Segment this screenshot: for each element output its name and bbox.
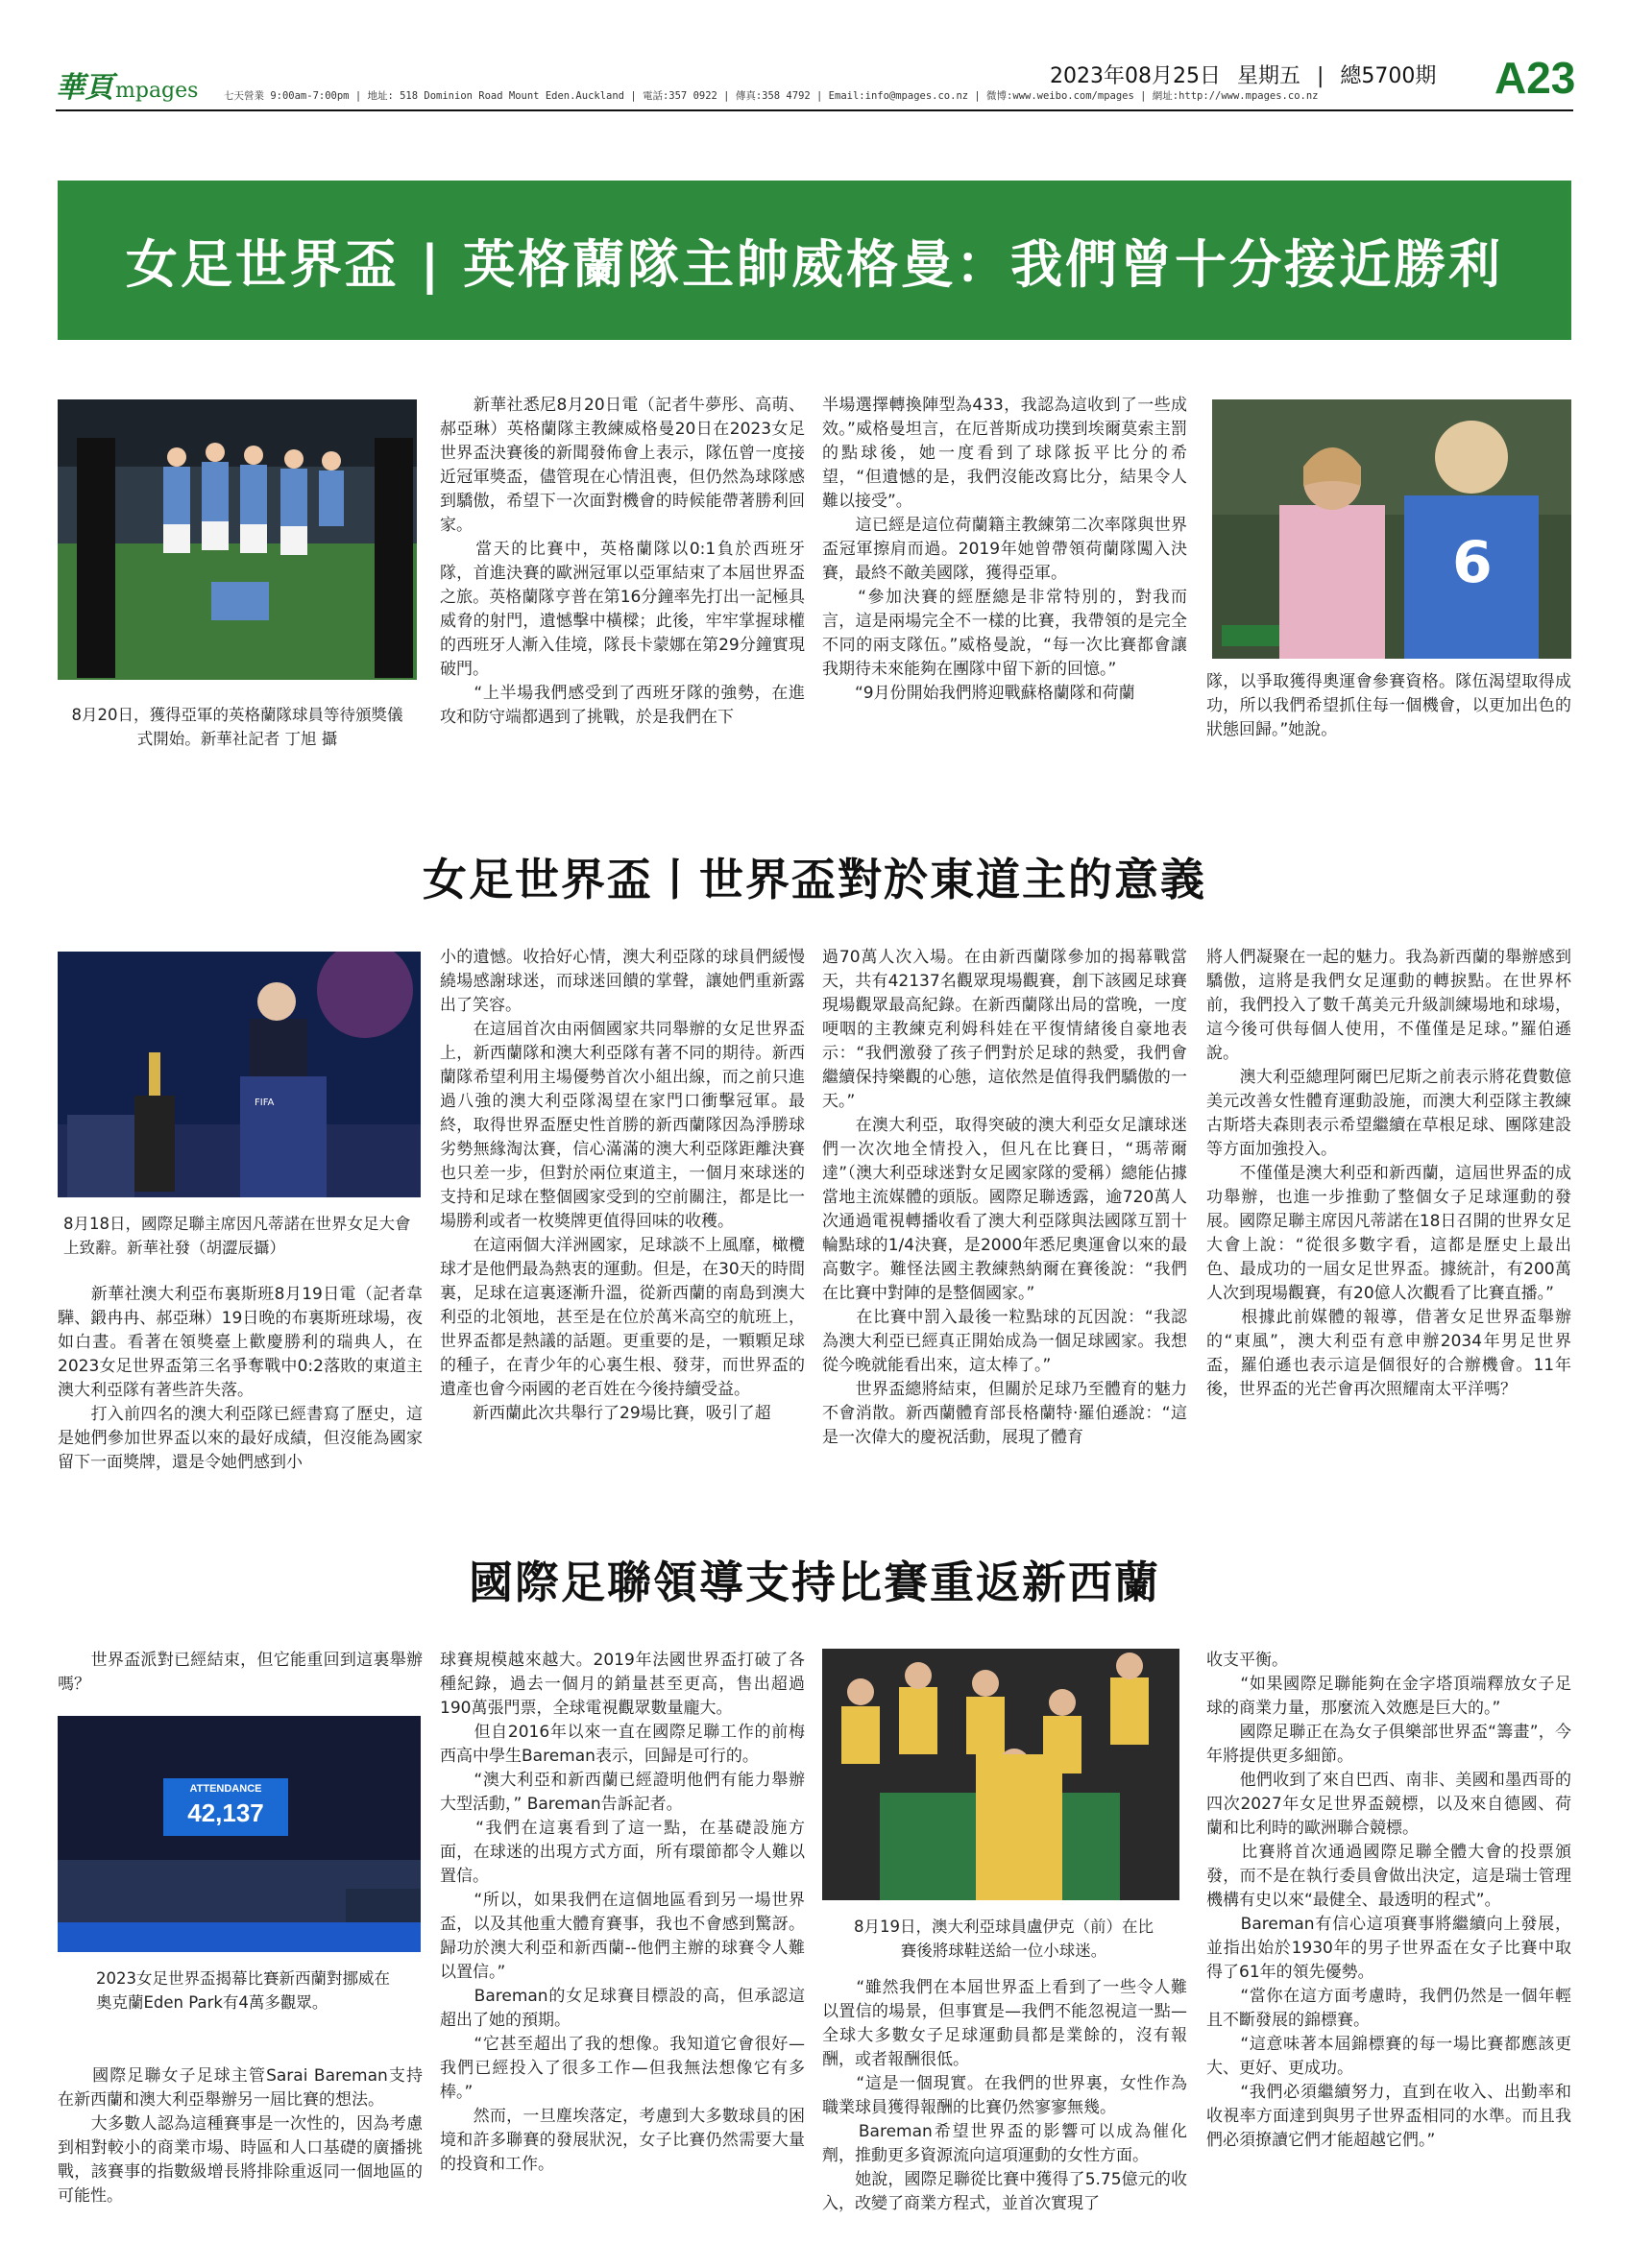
page-number: A23 [1494, 53, 1576, 103]
photo-infantino [58, 952, 421, 1197]
article3-col4: 收支平衡。 “如果國際足聯能夠在金字塔頂端釋放女子足球的商業力量，那麼流入效應是巨大的。” 國際足聯正在為女子俱樂部世界盃“籌畫”，今年將提供更多細節。 他們收到了來自巴西、南非、美國和墨西哥的四次2027年女足世界盃競標，以及來自德國、荷蘭和比利時的歐洲聯合競標。 比賽將首次通過國際足聯全體大會的投票頒發，而不是在執行委員會做出決定，這是瑞士管理機構有史以來“最健全、最透明的程式”。 Bareman有信心這項賽事將繼續向上發展，並指出始於1930年的男子世界盃在女子比賽中取得了61年的領先優勢。 “當你在這方面考慮時，我們仍然是一個年輕且不斷發展的錦標賽。 “這意味著本屆錦標賽的每一場比賽都應該更大、更好、更成功。 “我們必須繼續努力，直到在收入、出勤率和收視率方面達到與男子世界盃相同的水準。而且我們必須撩讀它們才能超越它們。” [1206, 1651, 1571, 2150]
article1-col1: 新華社悉尼8月20日電（記者牛夢彤、高萌、郝亞琳）英格蘭隊主教練威格曼20日在2023女足世界盃決賽後的新聞發佈會上表示，隊伍曾一度接近冠軍獎盃，儘管現在心情沮喪，但仍然為球隊感到驕傲，希望下一次面對機會的時候能帶著勝利回家。 當天的比賽中，英格蘭隊以0:1負於西班牙隊，首進決賽的歐洲冠軍以亞軍結束了本屆世界盃之旅。英格蘭隊亨普在第16分鐘率先打出一記極具威脅的射門，遺憾擊中橫樑；此後，牢牢掌握球權的西班牙人漸入佳境，隊長卡蒙娜在第29分鐘實現破門。 “上半場我們感受到了西班牙隊的強勢，在進攻和防守端都遇到了挑戰，於是我們在下 [440, 396, 805, 727]
photo-infantino-caption: 8月18日，國際足聯主席因凡蒂諾在世界女足大會上致辭。新華社發（胡澀辰攝） [63, 1215, 411, 1257]
photo-attendance-image [58, 1716, 421, 1952]
article3-headline: 國際足聯領導支持比賽重返新西蘭 [469, 1556, 1160, 1608]
svg-text:FIFA: FIFA [255, 1098, 275, 1108]
date: 2023年08月25日 [1050, 64, 1221, 88]
photo-england-caption: 8月20日，獲得亞軍的英格蘭隊球員等待頒獎儀式開始。新華社記者 丁旭 攝 [71, 706, 403, 748]
logo-cn: 華頁 [56, 71, 113, 105]
issue-number: 總5700期 [1340, 64, 1437, 88]
article3-col1: 國際足聯女子足球主管Sarai Bareman支持在新西蘭和澳大利亞舉辦另一屆比賽的想法。 大多數人認為這種賽事是一次性的，因為考慮到相對較小的商業市場、時區和人口基礎的廣播挑戰，該賽事的指數級增長將排除重返同一個地區的可能性。 [58, 2066, 423, 2206]
weekday: 星期五 [1236, 64, 1300, 88]
article1-headline: 女足世界盃 | 英格蘭隊主帥威格曼：我們曾十分接近勝利 [58, 181, 1571, 340]
photo-australia-caption: 8月19日，澳大利亞球員盧伊克（前）在比賽後將球鞋送給一位小球迷。 [854, 1918, 1154, 1960]
article2-col4: 將人們凝聚在一起的魅力。我為新西蘭的舉辦感到驕傲，這將是我們女足運動的轉捩點。在世界杯前，我們投入了數千萬美元升級訓練場地和球場，這今後可供每個人使用，不僅僅是足球。”羅伯遜說。 澳大利亞總理阿爾巴尼斯之前表示將花費數億美元改善女性體育運動設施，而澳大利亞隊主教練古斯塔夫森則表示希望繼續在草根足球、團隊建設等方面加強投入。 不僅僅是澳大利亞和新西蘭，這屆世界盃的成功舉辦，也進一步推動了整個女子足球運動的發展。國際足聯主席因凡蒂諾在18日召開的世界女足大會上說：“從很多數字看，這都是歷史上最出色、最成功的一屆女足世界盃。據統計，有200萬人次到現場觀賽，有20億人次觀看了比賽直播。” 根據此前媒體的報導，借著女足世界盃舉辦的“東風”，澳大利亞有意申辦2034年男足世界盃，羅伯遜也表示這是個很好的合辦機會。11年後，世界盃的光芒會再次照耀南太平洋嗎？ [1206, 948, 1571, 1399]
photo-australia-fans-image [822, 1649, 1179, 1900]
masthead [56, 53, 1576, 106]
separator: | [1317, 64, 1324, 88]
photo-attendance-caption: 2023女足世界盃揭幕比賽新西蘭對挪威在奧克蘭Eden Park有4萬多觀眾。 [96, 1969, 390, 2012]
article2-col3: 過70萬人次入場。在由新西蘭隊參加的揭幕戰當天，共有42137名觀眾現場觀賽，創下該國足球賽現場觀眾最高紀錄。在新西蘭隊出局的當晚，一度哽咽的主教練克利姆科娃在平復情緒後自豪地表示：“我們激發了孩子們對於足球的熱愛，我們會繼續保持樂觀的心態，這依然是值得我們驕傲的一天。” 在澳大利亞，取得突破的澳大利亞女足讓球迷們一次次地全情投入，但凡在比賽日，“瑪蒂爾達”（澳大利亞球迷對女足國家隊的愛稱）總能佔據當地主流媒體的頭版。國際足聯透露，逾720萬人次通過電視轉播收看了澳大利亞隊與法國隊互罰十輪點球的1/4決賽，是2000年悉尼奧運會以來的最高數字。難怪法國主教練熱納爾在賽後說：“我們在比賽中對陣的是整個國家。” 在比賽中罰入最後一粒點球的瓦因說：“我認為澳大利亞已經真正開始成為一個足球國家。我想從今晚就能看出來，這太棒了。” 世界盃總將結束，但關於足球乃至體育的魅力不會消散。新西蘭體育部長格蘭特·羅伯遜說：“這是一次偉大的慶祝活動，展現了體育 [822, 948, 1187, 1447]
article3-intro: 世界盃派對已經結束，但它能重回到這裏舉辦嗎？ [58, 1651, 423, 1694]
photo-england-players-image [58, 399, 417, 680]
contact-info: 七天營業 9:00am-7:00pm | 地址: 518 Dominion Road Mount Eden.Auckland | 電話:357 0922 | 傳真:358 4792 | Email:info@mpages.co.nz | 微博:www.weibo.com/mpages | 網址:http://www.mpages.co.nz [224, 90, 1319, 102]
article1-col2: 半場選擇轉換陣型為433，我認為這收到了一些成效。”威格曼坦言，在厄普斯成功撲到埃爾莫索主罰的點球後，她一度看到了球隊扳平比分的希望，“但遺憾的是，我們沒能改寫比分，結果令人難以接受”。 這已經是這位荷蘭籍主教練第二次率隊與世界盃冠軍擦肩而過。2019年她曾帶領荷蘭隊闖入決賽，最終不敵美國隊，獲得亞軍。 “參加決賽的經歷總是非常特別的，對我而言，這是兩場完全不一樣的比賽，我帶領的是完全不同的兩支隊伍。”威格曼說，“每一次比賽都會讓我期待未來能夠在團隊中留下新的回憶。” “9月份開始我們將迎戰蘇格蘭隊和荷蘭 [822, 396, 1187, 703]
logo[interactable] [56, 63, 198, 106]
article2-col1: 新華社澳大利亞布裏斯班8月19日電（記者韋驊、鍛冉冉、郝亞琳）19日晚的布裏斯班球場，夜如白晝。看著在領獎臺上歡慶勝利的瑞典人，在2023女足世界盃第三名爭奪戰中0:2落敗的東道主澳大利亞隊有著些許失落。 打入前四名的澳大利亞隊已經書寫了歷史，這是她們參加世界盃以來的最好成績，但沒能為國家留下一面獎牌，還是令她們感到小 [58, 1285, 423, 1472]
issue-date [1050, 60, 1436, 89]
photo-infantino-image [58, 952, 421, 1197]
article1-col3: 隊，以爭取獲得奧運會參賽資格。隊伍渴望取得成功，所以我們希望抓住每一個機會，以更加出色的狀態回歸。”她說。 [1206, 672, 1571, 739]
photo-australia-fans [822, 1649, 1179, 1900]
article2-col2: 小的遺憾。收拾好心情，澳大利亞隊的球員們緩慢繞場感謝球迷，而球迷回饋的掌聲，讓她們重新露出了笑容。 在這屆首次由兩個國家共同舉辦的女足世界盃上，新西蘭隊和澳大利亞隊有著不同的期待。新西蘭隊希望利用主場優勢首次小組出線，而之前只進過八強的澳大利亞隊渴望在家門口衝擊冠軍。最終，取得世界盃歷史性首勝的新西蘭隊因為淨勝球劣勢無緣淘汰賽，信心滿滿的澳大利亞隊距離決賽也只差一步，但對於兩位東道主，一個月來球迷的支持和足球在整個國家受到的空前關注，都是比一場勝利或者一枚獎牌更值得回味的收穫。 在這兩個大洋洲國家，足球談不上風靡，橄欖球才是他們最為熱衷的運動。但是，在30天的時間裏，足球在這裏逐漸升溫，從新西蘭的南島到澳大利亞的北領地，甚至是在位於萬米高空的航班上，世界盃都是熱議的話題。更重要的是，一顆顆足球的種子，在青少年的心裏生根、發芽，而世界盃的遺產也會今兩國的老百姓在今後持續受益。 新西蘭此次共舉行了29場比賽，吸引了超 [440, 948, 805, 1423]
article3-col2: 球賽規模越來越大。2019年法國世界盃打破了各種紀錄，過去一個月的銷量甚至更高，售出超過190萬張門票，全球電視觀眾數量龐大。 但自2016年以來一直在國際足聯工作的前梅西高中學生Bareman表示，回歸是可行的。 “澳大利亞和新西蘭已經證明他們有能力舉辦大型活動，” Bareman告訴記者。 “我們在這裏看到了這一點，在基礎設施方面，在球迷的出現方式方面，所有環節都令人難以置信。 “所以，如果我們在這個地區看到另一場世界盃，以及其他重大體育賽事，我也不會感到驚訝。歸功於澳大利亞和新西蘭--他們主辦的球賽令人難以置信。” Bareman的女足球賽目標設的高，但承認這超出了她的預期。 “它甚至超出了我的想像。我知道它會很好—我們已經投入了很多工作—但我無法想像它有多棒。” 然而，一旦塵埃落定，考慮到大多數球員的困境和許多聯賽的發展狀況，女子比賽仍然需要大量的投資和工作。 [440, 1651, 805, 2174]
svg-text:6: 6 [1452, 529, 1493, 596]
article3-col3: “雖然我們在本屆世界盃上看到了一些令人難以置信的場景，但事實是—我們不能忽視這一點—全球大多數女子足球運動員都是業餘的，沒有報酬，或者報酬很低。 “這是一個現實。在我們的世界裏，女性作為職業球員獲得報酬的比賽仍然寥寥無幾。 Bareman希望世界盃的影響可以成為催化劑，推動更多資源流向這項運動的女性方面。 她說，國際足聯從比賽中獲得了5.75億元的收入，改變了商業方程式，並首次實現了 [822, 1978, 1187, 2213]
scoreboard-title: ATTENDANCE [189, 1783, 262, 1795]
header-rule [56, 109, 1573, 111]
photo-attendance [58, 1716, 421, 1952]
photo-england-players [58, 399, 417, 680]
logo-en: mpages [115, 79, 199, 103]
photo-wiegman-image [1212, 399, 1571, 659]
article2-headline: 女足世界盃丨世界盃對於東道主的意義 [423, 854, 1206, 905]
photo-wiegman [1212, 399, 1571, 659]
scoreboard-value: 42,137 [187, 1798, 264, 1827]
